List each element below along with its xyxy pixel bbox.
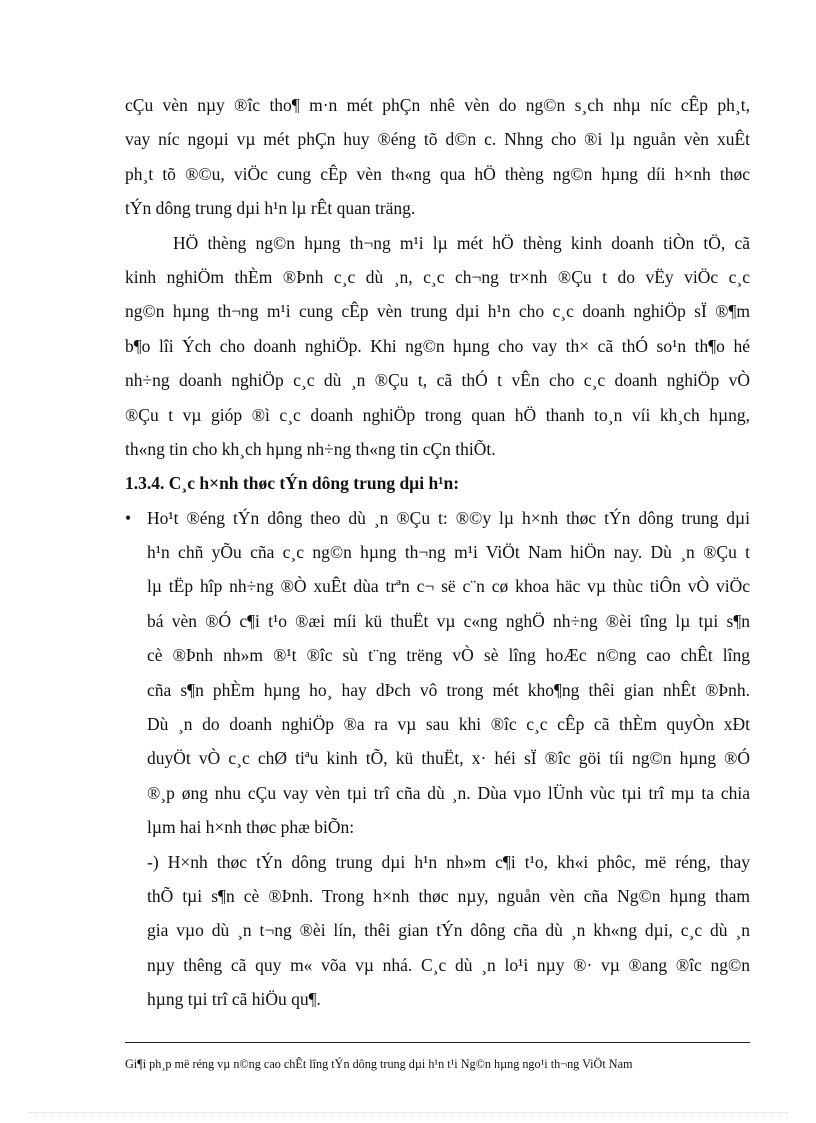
paragraph <box>125 226 750 467</box>
text-line: vay níc ngoµi vµ mét phÇn huy ®éng tõ d©n c. Nhng cho ®i lµ nguån vèn xuÊt <box>125 129 750 150</box>
text-line: hµng tµi trî cã hiÖu qu¶. <box>147 989 321 1010</box>
text-line: lµ tËp hîp nh÷ng ®Ò xuÊt dùa trªn c¬ së c¨n cø khoa häc vµ thùc tiÔn vÒ viÖc <box>147 576 750 597</box>
text-line: thÕ tµi s¶n cè ®Þnh. Trong h×nh thøc nµy, nguån vèn cña Ng©n hµng tham <box>147 885 750 906</box>
text-line: bá vèn ®Ó c¶i t¹o ®æi míi kü thuËt vµ c«ng nghÖ nh÷ng ®èi tîng lµ tµi s¶n <box>147 610 750 631</box>
text-line: kinh nghiÖm thÈm ®Þnh c¸c dù ¸n, c¸c ch¬ng tr×nh ®Çu t do vËy viÖc c¸c <box>125 266 750 287</box>
text-line: nµy thêng cã quy m« võa vµ nhá. C¸c dù ¸n lo¹i nµy ®· vµ ®ang ®îc ng©n <box>147 954 750 975</box>
text-line: Ho¹t ®éng tÝn dông theo dù ¸n ®Çu t: ®©y lµ h×nh thøc tÝn dông trung dµi <box>147 507 750 528</box>
text-line: cña s¶n phÈm hµng ho¸ hay dÞch vô trong mét kho¶ng thêi gian nhÊt ®Þnh. <box>147 679 750 700</box>
text-line: tÝn dông trung dµi h¹n lµ rÊt quan träng. <box>125 198 416 219</box>
text-line: ng©n hµng th¬ng m¹i cung cÊp vèn trung dµi h¹n cho c¸c doanh nghiÖp sÏ ®¶m <box>125 301 750 322</box>
section-heading: 1.3.4. C¸c h×nh thøc tÝn dông trung dµi h¹n: <box>125 473 460 494</box>
text-line: b¶o lîi Ých cho doanh nghiÖp. Khi ng©n hµng cho vay th× cã thÓ so¹n th¶o hé <box>125 335 750 356</box>
text-line: cè ®Þnh nh»m ®¹t ®îc sù t¨ng trëng vÒ sè lîng hoÆc n©ng cao chÊt lîng <box>147 645 750 666</box>
text-line: cÇu vèn nµy ®îc tho¶ m·n mét phÇn nhê vèn do ng©n s¸ch nhµ níc cÊp ph¸t, <box>125 95 750 115</box>
page-footer: Gi¶i ph¸p më réng vµ n©ng cao chÊt lîng tÝn dông trung dµi h¹n t¹i Ng©n hµng ngo¹i th¬ng ViÖt Nam <box>125 1057 633 1071</box>
text-line: ®Çu t vµ gióp ®ì c¸c doanh nghiÖp trong quan hÖ thanh to¸n víi kh¸ch hµng, <box>125 404 750 425</box>
text-line: ®¸p øng nhu cÇu vay vèn tµi trî cña dù ¸n. Dùa vµo lÜnh vùc tµi trî mµ ta chia <box>147 782 750 803</box>
text-line: nh÷ng doanh nghiÖp c¸c dù ¸n ®Çu t, cã thÓ t vÊn cho c¸c doanh nghiÖp vÒ <box>125 370 750 391</box>
text-line: -) H×nh thøc tÝn dông trung dµi h¹n nh»m c¶i t¹o, kh«i phôc, më réng, thay <box>147 851 750 872</box>
bullet-icon: • <box>125 507 132 528</box>
text-line: ph¸t tõ ®©u, viÖc cung cÊp vèn th«ng qua hÖ thèng ng©n hµng díi h×nh thøc <box>125 163 750 184</box>
bullet-item <box>125 501 750 1017</box>
document-body <box>125 88 750 1017</box>
paragraph <box>125 88 750 226</box>
text-line: Dù ¸n do doanh nghiÖp ®a ra vµ sau khi ®îc c¸c cÊp cã thÈm quyÒn xÐt <box>147 714 750 735</box>
text-line: gia vµo dù ¸n t¬ng ®èi lín, thêi gian tÝn dông cña dù ¸n kh«ng dµi, c¸c dù ¸n <box>147 920 750 941</box>
text-line: h¹n chñ yÕu cña c¸c ng©n hµng th¬ng m¹i ViÖt Nam hiÖn nay. Dù ¸n ®Çu t <box>147 542 750 563</box>
text-line: HÖ thèng ng©n hµng th¬ng m¹i lµ mét hÖ thèng kinh doanh tiÒn tÖ, cã <box>173 232 750 253</box>
text-line: duyÖt vÒ c¸c chØ tiªu kinh tÕ, kü thuËt, x· héi sÏ ®îc göi tíi ng©n hµng ®Ó <box>147 748 750 769</box>
text-line: lµm hai h×nh thøc phæ biÕn: <box>147 817 355 838</box>
footer-divider <box>125 1042 750 1043</box>
page-edge-divider <box>28 1112 788 1113</box>
text-line: th«ng tin cho kh¸ch hµng nh÷ng th«ng tin cÇn thiÕt. <box>125 438 496 459</box>
